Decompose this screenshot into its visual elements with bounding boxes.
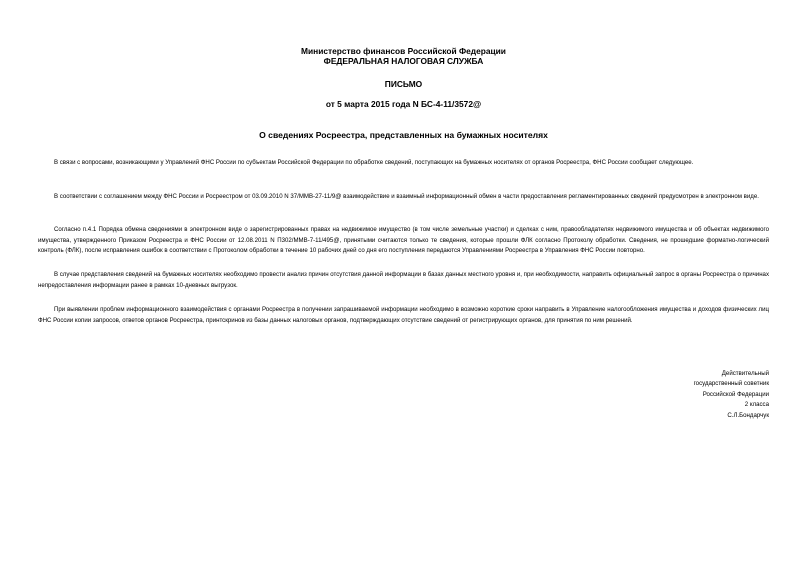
signature-block (694, 369, 769, 421)
document-subject: О сведениях Росреестра, представленных на бумажных носителях (259, 130, 548, 140)
signature-line: Российской Федерации (702, 390, 769, 398)
signatory-name: С.Л.Бондарчук (727, 411, 769, 419)
paragraph-5 (38, 305, 769, 326)
document-type: ПИСЬМО (384, 79, 423, 89)
signature-line: 2 класса (744, 401, 769, 409)
ministry-name: Министерство финансов Российской Федерации (301, 46, 506, 56)
paragraph-text: В случае представления сведений на бумажных носителях необходимо провести анализ причин отсутствия данной информации в базах данных местного уровня и, при необходимости, направить официальный запрос в органы Росреестра о причинах непредоставления информации ранее в рамках 10-дневных выгрузок. (38, 271, 769, 289)
paragraph-text: Согласно п.4.1 Порядка обмена сведениями в электронном виде о зарегистрированных правах на недвижимое имущество (в том числе земельные участки) и сделках с ним, правообладателях недвижимого имущества и об объектах недвижимого имущества, утвержденного Приказом Росреестра и ФНС России от 12.08.2011 N П302/ММВ-7-11/495@, принятыми считаются только те сведения, которые прошли ФЛК согласно Протоколу обработки. Сведения, не прошедшие форматно-логический контроль (ФЛК), после исправления ошибок в соответствии с Протоколом обработки в течение 10 рабочих дней со дня его поступления передаются Управлениями Росреестра в Управления ФНС России повторно. (38, 226, 769, 255)
paragraph-text: При выявлении проблем информационного взаимодействия с органами Росреестра в получении запрашиваемой информации необходимо в возможно короткие сроки направить в Управление налогообложения имущества и доходов физических лиц ФНС России копии запросов, ответов органов Росреестра, принтскринов из базы данных налоговых органов, подтверждающих отсутствие сведений от регистрирующих органов, для принятия по ним решений. (38, 306, 769, 324)
paragraph-2 (38, 192, 769, 203)
paragraph-text: В соответствии с соглашением между ФНС России и Росреестром от 03.09.2010 N 37/ММВ-27-11/9@ взаимодействие и взаимный информационный обмен в части предоставления регламентированных сведений предусмотрен в электронном виде. (54, 193, 759, 200)
paragraph-text: В связи с вопросами, возникающими у Управлений ФНС России по субъектам Российской Федерации по обработке сведений, поступающих на бумажных носителях от органов Росреестра, ФНС России сообщает следующее. (54, 159, 694, 166)
paragraph-3 (38, 225, 769, 257)
signature-line: Действительный (721, 370, 769, 377)
signature-line: государственный советник (693, 380, 769, 388)
paragraph-1 (38, 158, 769, 169)
document-date-number: от 5 марта 2015 года N БС-4-11/3572@ (325, 99, 482, 109)
paragraph-4 (38, 270, 769, 291)
service-name: ФЕДЕРАЛЬНАЯ НАЛОГОВАЯ СЛУЖБА (323, 56, 484, 66)
